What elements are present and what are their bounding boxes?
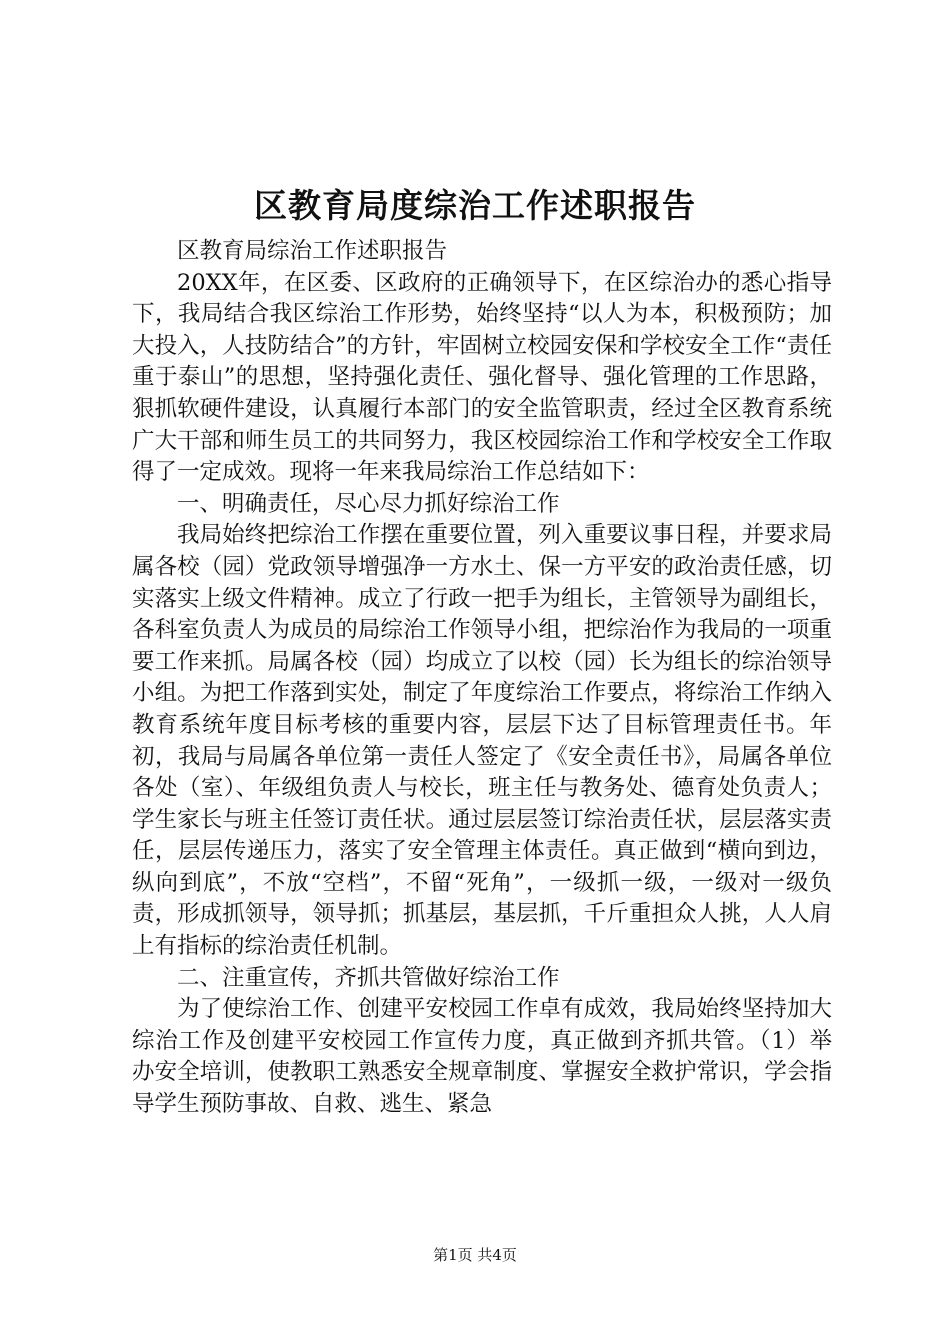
paragraph-section-1: 我局始终把综治工作摆在重要位置，列入重要议事日程，并要求局属各校（园）党政领导增强净一方水土、保一方平安的政治责任感，切实落实上级文件精神。成立了行政一把手为组长，主管领导为副组长，各科室负责人为成员的局综治工作领导小组，把综治作为我局的一项重要工作来抓。局属各校（园）均成立了以校（园）长为组长的综治领导小组。为把工作落到实处，制定了年度综治工作要点，将综治工作纳入教育系统年度目标考核的重要内容，层层下达了目标管理责任书。年初，我局与局属各单位第一责任人签定了《安全责任书》，局属各单位各处（室）、年级组负责人与校长，班主任与教务处、德育处负责人；学生家长与班主任签订责任状。通过层层签订综治责任状，层层落实责任，层层传递压力，落实了安全管理主体责任。真正做到“横向到边，纵向到底”，不放“空档”，不留“死角”，一级抓一级，一级对一级负责，形成抓领导，领导抓；抓基层，基层抓，千斤重担众人挑，人人肩上有指标的综治责任机制。 [132, 522, 832, 960]
paragraph-subtitle: 区教育局综治工作述职报告 [177, 238, 448, 264]
section-heading-2: 二、注重宣传，齐抓共管做好综治工作 [177, 964, 560, 991]
paragraph-section-2: 为了使综治工作、创建平安校园工作卓有成效，我局始终坚持加大综治工作及创建平安校园工作宣传力度，真正做到齐抓共管。（1）举办安全培训，使教职工熟悉安全规章制度、掌握安全救护常识，学会指导学生预防事故、自救、逃生、紧急 [132, 996, 832, 1118]
paragraph-intro: 20XX年，在区委、区政府的正确领导下，在区综治办的悉心指导下，我局结合我区综治工作形势，始终坚持“以人为本，积极预防；加大投入，人技防结合”的方针，牢固树立校园安保和学校安全工作“责任重于泰山”的思想，坚持强化责任、强化督导、强化管理的工作思路，狠抓软硬件建设，认真履行本部门的安全监管职责，经过全区教育系统广大干部和师生员工的共同努力，我区校园综治工作和学校安全工作取得了一定成效。现将一年来我局综治工作总结如下： [132, 269, 832, 486]
section-heading-1: 一、明确责任，尽心尽力抓好综治工作 [177, 490, 560, 517]
document-body [132, 236, 832, 1121]
page-footer: 第1页 共4页 [433, 1246, 517, 1264]
document-title: 区教育局度综治工作述职报告 [254, 186, 696, 225]
